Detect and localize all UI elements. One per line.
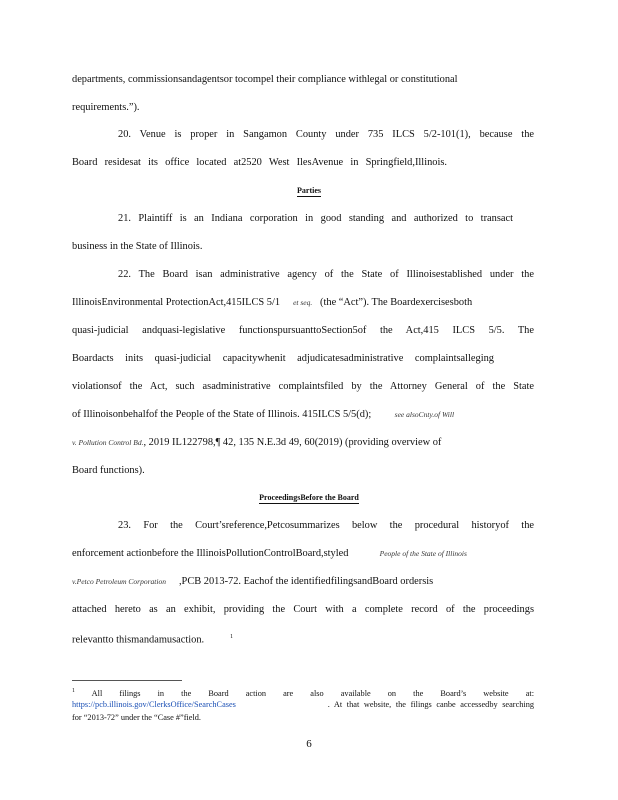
page-number: 6 [306,738,312,750]
footnote-marker: 1 [72,688,75,694]
paragraph-line: enforcement actionbefore the IllinoisPollutionControlBoard,styled People of the State of Illinois [72,548,467,559]
paragraph-line: departments, commissionsandagentsor tocompel their compliance withlegal or constitutional [72,74,458,85]
paragraph-line: Board functions). [72,465,145,476]
paragraph-20-line: 20. Venue is proper in Sangamon County under 735 ILCS 5/2-101(1), because the [118,129,534,140]
citation-italic: et seq. [293,298,313,307]
footnote-line: for “2013-72” under the “Case #”field. [72,713,202,722]
section-heading-proceedings: ProceedingsBefore the Board [259,493,359,502]
paragraph-line: Board residesat its office located at2520 West IlesAvenue in Springfield,Illinois. [72,157,447,168]
footnote-line: $^1$ All filings in the Board action are also available on the Board’s website at: [72,688,534,698]
paragraph-line: business in the State of Illinois. [72,241,203,252]
paragraph-23-line: 23. For the Court’sreference,Petcosummarizes below the procedural historyof the [118,520,534,531]
search-cases-link[interactable]: https://pcb.illinois.gov/ClerksOffice/SearchCases [72,700,236,709]
paragraph-line: Boardacts inits quasi-judicial capacitywhenit adjudicatesadministrative complaintsalleging [72,353,494,364]
case-name-italic: v.Petco Petroleum Corporation [72,577,166,586]
paragraph-line: of Illinoisonbehalfof the People of the State of Illinois. 415ILCS 5/5(d); see alsoCnty.of Will [72,409,455,420]
paragraph-line: v.Petco Petroleum Corporation ,PCB 2013-72. Eachof the identifiedfilingsandBoard ordersis [72,576,434,587]
citation-italic: v. Pollution Control Bd. [72,438,144,447]
paragraph-line: requirements.”). [72,102,140,113]
paragraph-line: IllinoisEnvironmental ProtectionAct,415ILCS 5/1 et seq. (the “Act”). The Boardexercisesboth [72,297,473,308]
section-heading-parties: Parties [297,186,321,195]
paragraph-22-line: 22. The Board isan administrative agency of the State of Illinoisestablished under the [118,269,534,280]
paragraph-line: v. Pollution Control Bd., 2019 IL122798,¶ 42, 135 N.E.3d 49, 60(2019) (providing overview of [72,437,442,448]
footnote-line: https://pcb.illinois.gov/ClerksOffice/SearchCases . At that website, the filings canbe accessedby searching [72,700,534,709]
paragraph-line: relevantto thismandamusaction. $^1$ [72,634,234,646]
paragraph-line: quasi-judicial andquasi-legislative functionspursuanttoSection5of the Act,415 ILCS 5/5. The [72,325,534,336]
case-name-italic: People of the State of Illinois [379,549,467,558]
footnote-divider [72,680,182,681]
paragraph-21-line: 21. Plaintiff is an Indiana corporation in good standing and authorized to transact [118,213,513,224]
footnote-reference[interactable]: 1 [230,634,234,640]
citation-italic: see alsoCnty.of Will [394,410,455,419]
paragraph-line: attached hereto as an exhibit, providing the Court with a complete record of the proceedings [72,604,534,615]
paragraph-line: violationsof the Act, such asadministrative complaintsfiled by the Attorney General of the State [72,381,534,392]
